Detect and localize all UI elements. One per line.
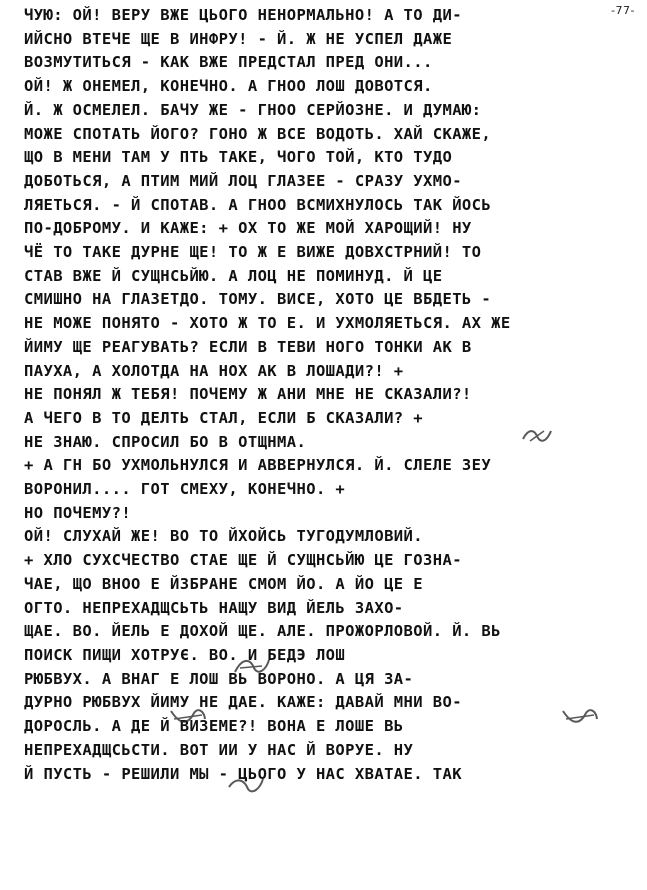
text-line: ОГТО. НЕПРЕХАДЩСЬТЬ НАЩУ ВИД ЙЕЛЬ ЗАХО- [24, 598, 404, 617]
text-line: РЮБВУХ. А ВНАГ Е ЛОШ ВЬ ВОРОНО. А ЦЯ ЗА- [24, 669, 414, 688]
text-line: ИЙСНО ВТЕЧЕ ЩЕ В ИНФРУ! - Й. Ж НЕ УСПЕЛ ДАЖЕ [24, 29, 453, 48]
text-line: ДУРНО РЮБВУХ ЙИМУ НЕ ДАЕ. КАЖЕ: ДАВАЙ МНИ ВО- [24, 693, 462, 712]
handwritten-text-block [24, 4, 624, 786]
text-line: ДОБОТЬСЯ, А ПТИМ МИЙ ЛОЦ ГЛАЗЕЕ - СРАЗУ УХМО- [24, 171, 462, 190]
squiggle-glyph-icon [520, 425, 554, 447]
text-line: ЙИМУ ЩЕ РЕАГУВАТЬ? ЕСЛИ В ТЕВИ НОГО ТОНКИ АК В [24, 337, 472, 356]
text-line: Й. Ж ОСМЕЛЕЛ. БАЧУ ЖЕ - ГНОО СЕРЙОЗНЕ. И ДУМАЮ: [24, 100, 482, 119]
text-line: + А ГН БО УХМОЛЬНУЛСЯ И АВВЕРНУЛСЯ. Й. СЛЕЛЕ ЗЕУ [24, 456, 492, 475]
scribble-glyph-icon [232, 656, 272, 678]
text-line: НЕ ЗНАЮ. СПРОСИЛ БО В ОТЩНМА. [24, 432, 307, 451]
text-line: ЩО В МЕНИ ТАМ У ПТЬ ТАКЕ, ЧОГО ТОЙ, КТО ТУДО [24, 148, 453, 167]
text-line: ЧЁ ТО ТАКЕ ДУРНЕ ЩЕ! ТО Ж Е ВИЖЕ ДОВХСТРНИЙ! ТО [24, 243, 482, 262]
text-line: ПОИСК ПИЩИ ХОТРУЄ. ВО. И БЕДЭ ЛОШ [24, 645, 346, 664]
text-line: СТАВ ВЖЕ Й СУЩНСЬЙЮ. А ЛОЦ НЕ ПОМИНУД. Й ЦЕ [24, 266, 443, 285]
text-line: Й ПУСТЬ - РЕШИЛИ МЫ - ЦЬОГО У НАС ХВАТАЕ. ТАК [24, 764, 462, 783]
text-line: А ЧЕГО В ТО ДЕЛТЬ СТАЛ, ЕСЛИ Б СКАЗАЛИ? + [24, 408, 424, 427]
text-line: ОЙ! Ж ОНЕМЕЛ, КОНЕЧНО. А ГНОО ЛОШ ДОВОТСЯ. [24, 77, 433, 96]
scribble-glyph-icon [168, 705, 208, 727]
text-line: МОЖЕ СПОТАТЬ ЙОГО? ГОНО Ж ВСЕ ВОДОТЬ. ХАЙ СКАЖЕ, [24, 124, 492, 143]
text-line: НЕ ПОНЯЛ Ж ТЕБЯ! ПОЧЕМУ Ж АНИ МНЕ НЕ СКАЗАЛИ?! [24, 385, 472, 404]
scribble-glyph-icon [560, 705, 600, 727]
text-line: + ХЛО СУХСЧЕСТВО СТАЕ ЩЕ Й СУЩНСЬЙЮ ЦЕ ГОЗНА- [24, 551, 462, 570]
text-line: ЛЯЕТЬСЯ. - Й СПОТАВ. А ГНОО ВСМИХНУЛОСЬ ТАК ЙОСЬ [24, 195, 492, 214]
text-line: СМИШНО НА ГЛАЗЕТДО. ТОМУ. ВИСЕ, ХОТО ЦЕ ВБДЕТЬ - [24, 290, 492, 309]
text-line: ЧУЮ: ОЙ! ВЕРУ ВЖЕ ЦЬОГО НЕНОРМАЛЬНО! А ТО ДИ- [24, 6, 462, 24]
text-line: ПАУХА, А ХОЛОТДА НА НОХ АК В ЛОШАДИ?! + [24, 361, 404, 380]
text-line: ВОЗМУТИТЬСЯ - КАК ВЖЕ ПРЕДСТАЛ ПРЕД ОНИ... [24, 53, 433, 72]
text-line: ЩАЕ. ВО. ЙЕЛЬ Е ДОХОЙ ЩЕ. АЛЕ. ПРОЖОРЛОВОЙ. Й. ВЬ [24, 622, 501, 641]
text-line: ВОРОНИЛ.... ГОТ СМЕХУ, КОНЕЧНО. + [24, 480, 346, 499]
scribble-glyph-icon [226, 775, 266, 797]
page-number: -77- [611, 4, 635, 17]
text-line: ДОРОСЛЬ. А ДЕ Й ВИЗЕМЕ?! ВОНА Е ЛОШЕ ВЬ [24, 717, 404, 736]
text-line: НЕПРЕХАДЩСЬСТИ. ВОТ ИИ У НАС Й ВОРУЕ. НУ [24, 740, 414, 759]
text-line: НО ПОЧЕМУ?! [24, 503, 132, 522]
text-line: НЕ МОЖЕ ПОНЯТО - ХОТО Ж ТО Е. И УХМОЛЯЕТЬСЯ. АХ ЖЕ [24, 314, 511, 333]
text-line: ЧАЕ, ЩО ВНОО Е ЙЗБРАНЕ СМОМ ЙО. А ЙО ЦЕ Е [24, 574, 424, 593]
text-line: ПО-ДОБРОМУ. И КАЖЕ: + ОХ ТО ЖЕ МОЙ ХАРОЩИЙ! НУ [24, 219, 472, 238]
text-line: ОЙ! СЛУХАЙ ЖЕ! ВО ТО ЙХОЙСЬ ТУГОДУМЛОВИЙ. [24, 527, 424, 546]
